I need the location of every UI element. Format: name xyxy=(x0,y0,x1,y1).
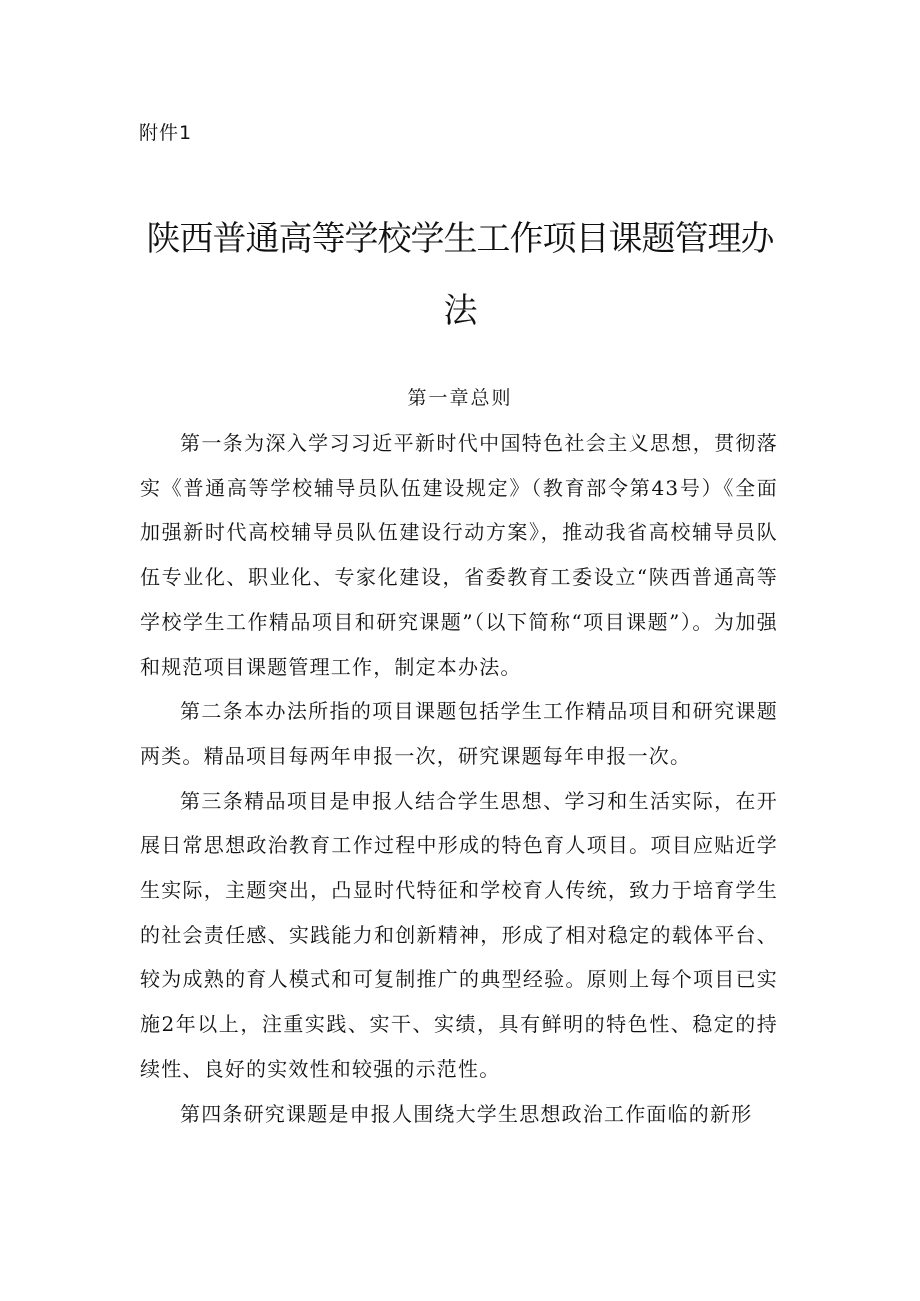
article-1: 第一条为深入学习习近平新时代中国特色社会主义思想，贯彻落实《普通高等学校辅导员队伍建设规定》（教育部令第43号）《全面加强新时代高校辅导员队伍建设行动方案》，推动我省高校辅导员队伍专业化、职业化、专家化建设，省委教育工委设立“陕西普通高等学校学生工作精品项目和研究课题”（以下简称“项目课题”）。为加强和规范项目课题管理工作，制定本办法。 xyxy=(140,431,778,679)
document-title: 陕西普通高等学校学生工作项目课题管理办法 xyxy=(146,219,774,331)
document-body xyxy=(140,421,778,1136)
article-2: 第二条本办法所指的项目课题包括学生工作精品项目和研究课题两类。精品项目每两年申报一次，研究课题每年申报一次。 xyxy=(140,699,778,768)
chapter-heading: 第一章总则 xyxy=(407,387,513,409)
attachment-label: 附件1 xyxy=(139,122,193,144)
article-3: 第三条精品项目是申报人结合学生思想、学习和生活实际，在开展日常思想政治教育工作过程中形成的特色育人项目。项目应贴近学生实际，主题突出，凸显时代特征和学校育人传统，致力于培育学生的社会责任感、实践能力和创新精神，形成了相对稳定的载体平台、较为成熟的育人模式和可复制推广的典型经验。原则上每个项目已实施2年以上，注重实践、实干、实绩，具有鲜明的特色性、稳定的持续性、良好的实效性和较强的示范性。 xyxy=(140,788,778,1081)
article-4: 第四条研究课题是申报人围绕大学生思想政治工作面临的新形 xyxy=(180,1101,753,1126)
